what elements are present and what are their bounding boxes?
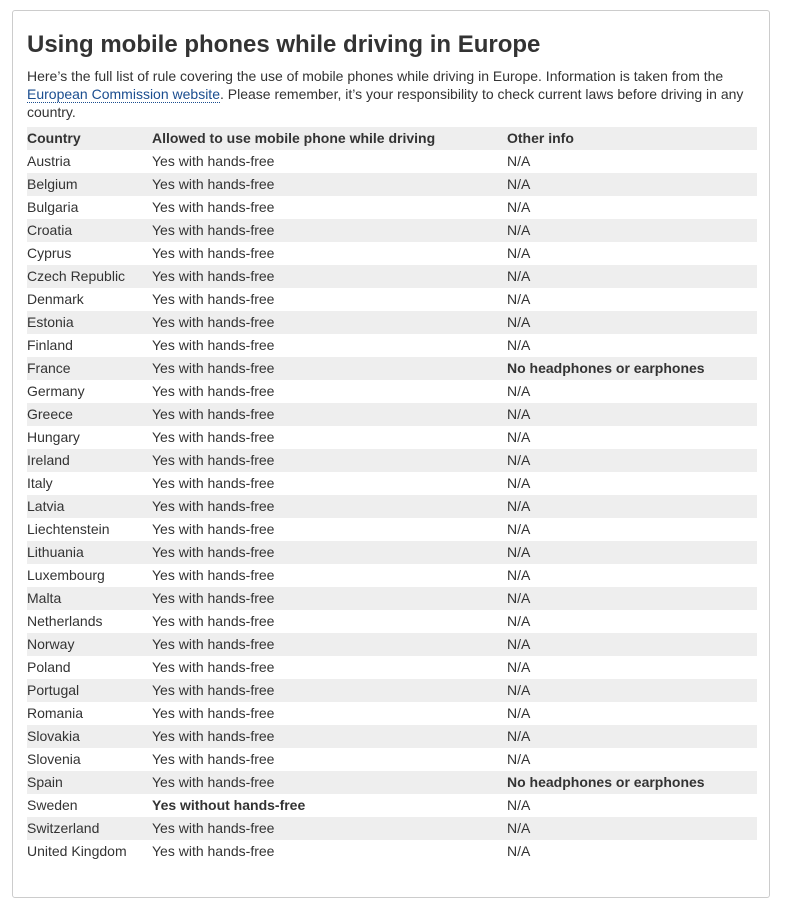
country-cell: Hungary: [27, 429, 80, 445]
other-info-cell: N/A: [507, 337, 531, 353]
other-info-cell: N/A: [507, 475, 531, 491]
other-info-cell: N/A: [507, 199, 531, 215]
table-row: [27, 357, 757, 380]
country-cell: Germany: [27, 383, 85, 399]
other-info-cell: N/A: [507, 452, 531, 468]
country-cell: Greece: [27, 406, 73, 422]
allowed-cell: Yes with hands-free: [152, 659, 275, 675]
country-cell: Portugal: [27, 682, 80, 698]
table-row: [27, 771, 757, 794]
table-row: [27, 334, 757, 357]
other-info-cell: N/A: [507, 498, 531, 514]
other-info-cell: N/A: [507, 383, 531, 399]
country-cell: Croatia: [27, 222, 73, 238]
table-row: [27, 564, 757, 587]
country-cell: Bulgaria: [27, 199, 79, 215]
table-row: [27, 748, 757, 771]
country-cell: Estonia: [27, 314, 74, 330]
intro-paragraph: [27, 67, 757, 121]
country-cell: France: [27, 360, 71, 376]
allowed-cell: Yes with hands-free: [152, 567, 275, 583]
other-info-cell: N/A: [507, 245, 531, 261]
country-cell: Switzerland: [27, 820, 100, 836]
table-header-row: [27, 127, 757, 150]
other-info-cell: N/A: [507, 176, 531, 192]
mobile-phone-rules-table: [27, 127, 757, 863]
table-row: [27, 242, 757, 265]
column-header-other-info: Other info: [507, 130, 574, 146]
allowed-cell: Yes with hands-free: [152, 774, 275, 790]
other-info-cell: N/A: [507, 636, 531, 652]
allowed-cell: Yes with hands-free: [152, 452, 275, 468]
table-row: [27, 794, 757, 817]
other-info-cell: N/A: [507, 728, 531, 744]
allowed-cell: Yes with hands-free: [152, 245, 275, 261]
allowed-cell: Yes with hands-free: [152, 383, 275, 399]
allowed-cell: Yes with hands-free: [152, 636, 275, 652]
allowed-cell: Yes with hands-free: [152, 751, 275, 767]
country-cell: Austria: [27, 153, 71, 169]
other-info-cell: N/A: [507, 314, 531, 330]
table-row: [27, 403, 757, 426]
other-info-cell: N/A: [507, 590, 531, 606]
country-cell: Italy: [27, 475, 53, 491]
allowed-cell: Yes with hands-free: [152, 429, 275, 445]
other-info-cell: No headphones or earphones: [507, 360, 705, 376]
table-row: [27, 656, 757, 679]
allowed-cell: Yes with hands-free: [152, 314, 275, 330]
other-info-cell: N/A: [507, 429, 531, 445]
country-cell: Sweden: [27, 797, 78, 813]
table-row: [27, 587, 757, 610]
allowed-cell: Yes with hands-free: [152, 682, 275, 698]
country-cell: Ireland: [27, 452, 70, 468]
column-header-allowed: Allowed to use mobile phone while driving: [152, 130, 436, 146]
table-row: [27, 472, 757, 495]
other-info-cell: N/A: [507, 268, 531, 284]
allowed-cell: Yes with hands-free: [152, 498, 275, 514]
country-cell: Luxembourg: [27, 567, 105, 583]
country-cell: Romania: [27, 705, 84, 721]
table-row: [27, 265, 757, 288]
country-cell: Poland: [27, 659, 71, 675]
country-cell: Belgium: [27, 176, 78, 192]
table-row: [27, 288, 757, 311]
allowed-cell: Yes with hands-free: [152, 728, 275, 744]
country-cell: Cyprus: [27, 245, 72, 261]
other-info-cell: N/A: [507, 751, 531, 767]
table-row: [27, 173, 757, 196]
table-row: [27, 679, 757, 702]
content-card: [12, 10, 770, 898]
table-row: [27, 725, 757, 748]
table-row: [27, 840, 757, 863]
table-row: [27, 633, 757, 656]
country-cell: Slovenia: [27, 751, 81, 767]
other-info-cell: N/A: [507, 659, 531, 675]
allowed-cell: Yes without hands-free: [152, 797, 306, 813]
intro-text-end: . Please remember, it’s your responsibility to check current laws before driving in any country.: [27, 86, 744, 120]
other-info-cell: No headphones or earphones: [507, 774, 705, 790]
table-row: [27, 196, 757, 219]
allowed-cell: Yes with hands-free: [152, 590, 275, 606]
allowed-cell: Yes with hands-free: [152, 291, 275, 307]
other-info-cell: N/A: [507, 406, 531, 422]
allowed-cell: Yes with hands-free: [152, 153, 275, 169]
allowed-cell: Yes with hands-free: [152, 613, 275, 629]
allowed-cell: Yes with hands-free: [152, 360, 275, 376]
table-row: [27, 541, 757, 564]
allowed-cell: Yes with hands-free: [152, 406, 275, 422]
allowed-cell: Yes with hands-free: [152, 199, 275, 215]
table-row: [27, 495, 757, 518]
other-info-cell: N/A: [507, 567, 531, 583]
other-info-cell: N/A: [507, 544, 531, 560]
country-cell: Slovakia: [27, 728, 80, 744]
allowed-cell: Yes with hands-free: [152, 544, 275, 560]
column-header-country: Country: [27, 130, 81, 146]
other-info-cell: N/A: [507, 153, 531, 169]
allowed-cell: Yes with hands-free: [152, 222, 275, 238]
country-cell: United Kingdom: [27, 843, 127, 859]
allowed-cell: Yes with hands-free: [152, 820, 275, 836]
allowed-cell: Yes with hands-free: [152, 475, 275, 491]
other-info-cell: N/A: [507, 705, 531, 721]
table-row: [27, 150, 757, 173]
page-title: Using mobile phones while driving in Europe: [27, 31, 541, 58]
allowed-cell: Yes with hands-free: [152, 521, 275, 537]
allowed-cell: Yes with hands-free: [152, 176, 275, 192]
country-cell: Norway: [27, 636, 75, 652]
article: [27, 30, 757, 863]
other-info-cell: N/A: [507, 613, 531, 629]
table-row: [27, 380, 757, 403]
table-row: [27, 610, 757, 633]
other-info-cell: N/A: [507, 291, 531, 307]
country-cell: Latvia: [27, 498, 65, 514]
other-info-cell: N/A: [507, 521, 531, 537]
european-commission-link[interactable]: European Commission website: [27, 86, 220, 102]
other-info-cell: N/A: [507, 797, 531, 813]
other-info-cell: N/A: [507, 222, 531, 238]
table-row: [27, 426, 757, 449]
allowed-cell: Yes with hands-free: [152, 268, 275, 284]
other-info-cell: N/A: [507, 843, 531, 859]
country-cell: Lithuania: [27, 544, 84, 560]
table-row: [27, 817, 757, 840]
table-row: [27, 311, 757, 334]
table-body: [27, 150, 757, 863]
intro-text: Here’s the full list of rule covering the use of mobile phones while driving in Europe. Information is taken from the: [27, 68, 724, 84]
country-cell: Czech Republic: [27, 268, 126, 284]
table-row: [27, 449, 757, 472]
table-row: [27, 518, 757, 541]
table-row: [27, 219, 757, 242]
country-cell: Denmark: [27, 291, 84, 307]
country-cell: Liechtenstein: [27, 521, 110, 537]
allowed-cell: Yes with hands-free: [152, 705, 275, 721]
country-cell: Netherlands: [27, 613, 103, 629]
other-info-cell: N/A: [507, 682, 531, 698]
country-cell: Malta: [27, 590, 62, 606]
country-cell: Spain: [27, 774, 63, 790]
allowed-cell: Yes with hands-free: [152, 843, 275, 859]
table-row: [27, 702, 757, 725]
allowed-cell: Yes with hands-free: [152, 337, 275, 353]
country-cell: Finland: [27, 337, 73, 353]
other-info-cell: N/A: [507, 820, 531, 836]
